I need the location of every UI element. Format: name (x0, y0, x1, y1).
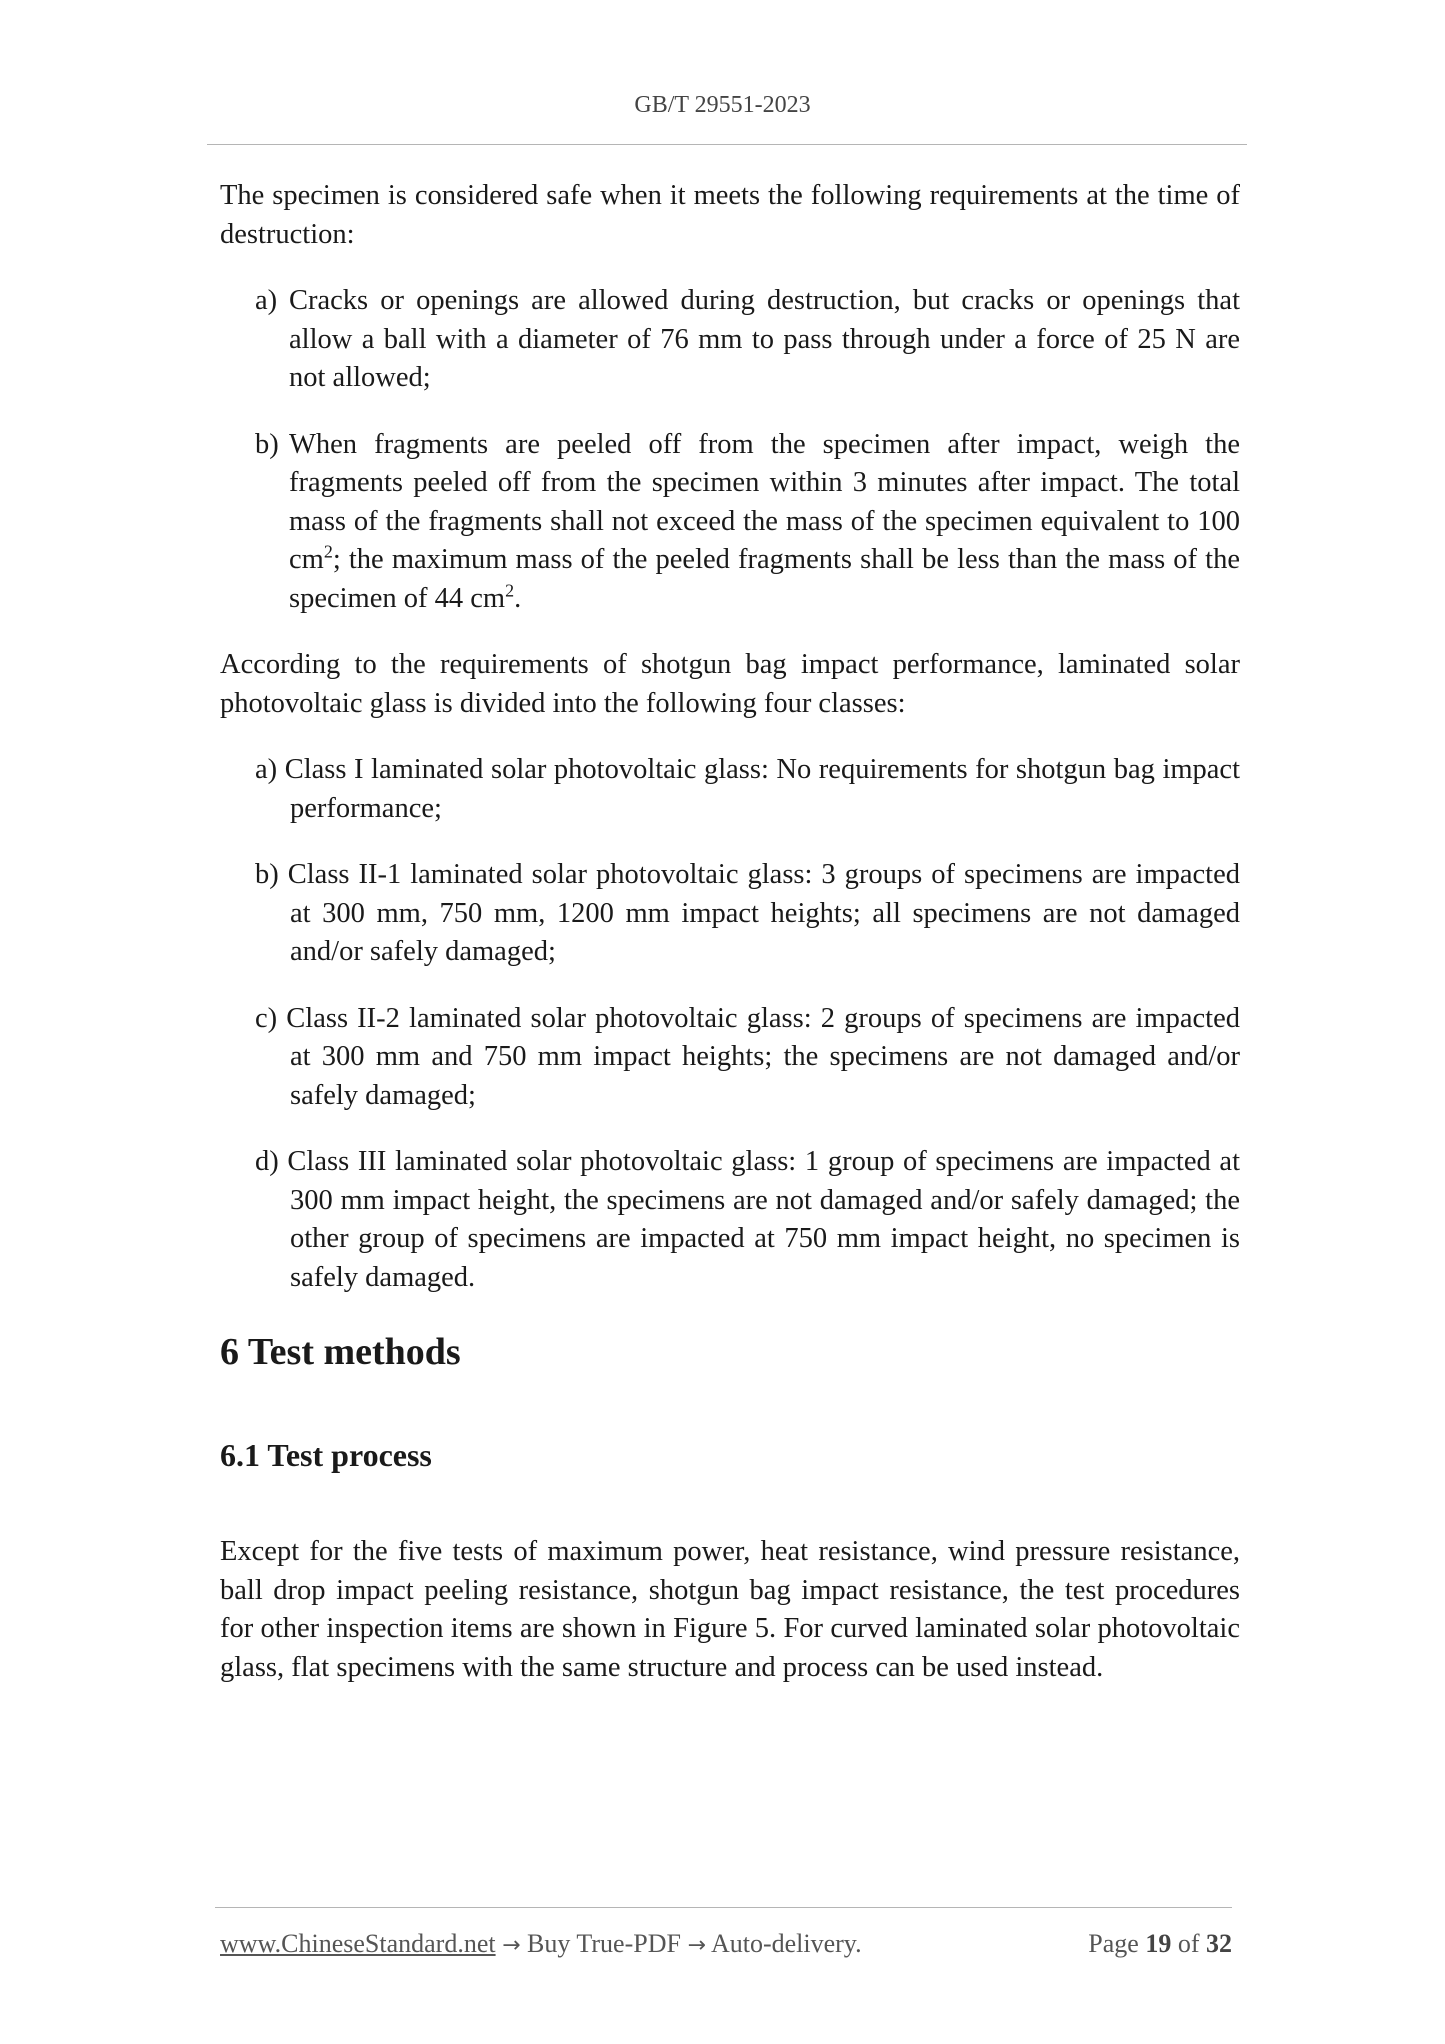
footer-divider (215, 1907, 1232, 1908)
requirement-a-label: a) (255, 285, 278, 316)
superscript: 2 (505, 580, 515, 600)
requirement-b-part3: . (514, 582, 522, 614)
of-word: of (1177, 1929, 1200, 1958)
footer (220, 1929, 1232, 1959)
safety-intro: The specimen is considered safe when it meets the following requirements at the time of destruction: (220, 180, 1240, 250)
class-item-b (220, 856, 1240, 972)
page-content (220, 177, 1240, 1715)
arrow-right-icon: → (502, 1933, 521, 1958)
requirement-b-part2: ; the maximum mass of the peeled fragments shall be less than the mass of the specimen of 44 cm (289, 544, 1240, 614)
class-item-a-text: a) Class I laminated solar photovoltaic glass: No requirements for shotgun bag impact performance; (255, 754, 1240, 824)
requirement-b (220, 426, 1240, 619)
class-item-a (220, 751, 1240, 828)
requirement-b-text (289, 426, 1240, 619)
requirement-a-text: Cracks or openings are allowed during destruction, but cracks or openings that allow a ball with a diameter of 76 mm to pass through under a force of 25 N are not allowed; (289, 285, 1240, 393)
buy-text: Buy True-PDF (527, 1929, 681, 1958)
section-heading-test-methods: 6 Test methods (220, 1331, 461, 1373)
requirement-a (220, 282, 1240, 398)
class-item-c (220, 1000, 1240, 1116)
requirement-b-part1: When fragments are peeled off from the specimen after impact, weigh the fragments peeled off from the specimen within 3 minutes after impact. The total mass of the fragments shall not exceed the mass of the specimen equivalent to 100 cm (289, 428, 1240, 575)
header-divider (207, 144, 1247, 145)
page-number: 19 (1145, 1929, 1172, 1958)
test-process-paragraph: Except for the five tests of maximum power, heat resistance, wind pressure resistance, ball drop impact peeling resistance, shotgun bag impact resistance, the test procedures for other inspection items are shown in Figure 5. For curved laminated solar photovoltaic glass, flat specimens with the same structure and process can be used instead. (220, 1536, 1240, 1683)
class-item-c-text: c) Class II-2 laminated solar photovoltaic glass: 2 groups of specimens are impacted at 300 mm and 750 mm impact heights; the specimens are not damaged and/or safely damaged; (255, 1002, 1240, 1111)
subsection-heading-test-process: 6.1 Test process (220, 1437, 432, 1473)
page-indicator (1088, 1929, 1232, 1959)
page-word: Page (1088, 1929, 1139, 1958)
superscript: 2 (323, 541, 333, 562)
classes-intro: According to the requirements of shotgun bag impact performance, laminated solar photovoltaic glass is divided into the following four classes: (220, 649, 1240, 719)
class-item-d (220, 1143, 1240, 1297)
requirement-b-label: b) (255, 428, 279, 460)
class-item-b-text: b) Class II-1 laminated solar photovoltaic glass: 3 groups of specimens are impacted at 300 mm, 750 mm, 1200 mm impact heights; all specimens are not damaged and/or safely damaged; (255, 859, 1240, 967)
footer-left (220, 1929, 862, 1959)
total-pages: 32 (1206, 1929, 1232, 1958)
website-link[interactable]: www.ChineseStandard.net (220, 1929, 496, 1958)
auto-delivery-text: Auto-delivery. (710, 1929, 862, 1958)
arrow-right-icon: → (687, 1933, 706, 1958)
header-title: GB/T 29551-2023 (634, 92, 811, 118)
class-item-d-text: d) Class III laminated solar photovoltaic glass: 1 group of specimens are impacted at 300 mm impact height, the specimens are not damaged and/or safely damaged; the other group of specimens are impacted at 750 mm impact height, no specimen is safely damaged. (255, 1146, 1240, 1293)
